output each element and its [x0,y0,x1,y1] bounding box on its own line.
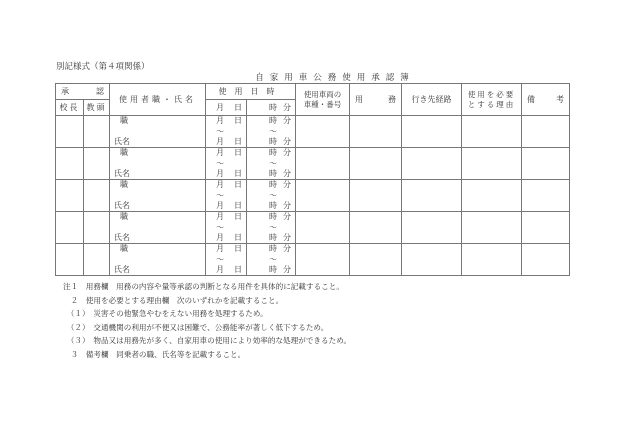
reason-cell[interactable] [462,212,522,244]
header-reason: 使用を必要 とする理由 [462,84,522,116]
business-cell[interactable] [350,148,402,180]
header-month-day: 月 日 [206,100,247,116]
remarks-cell[interactable] [522,244,570,276]
table-row [56,212,570,244]
remarks-cell[interactable] [522,148,570,180]
note-2: ２ 使用を必要とする理由欄 次のいずれかを記載すること。 [63,295,284,305]
header-remarks: 備 考 [522,84,570,116]
vehicle-cell[interactable] [296,148,350,180]
date-cell[interactable]: 月 日 〜 月 日 [206,212,247,244]
remarks-cell[interactable] [522,116,570,148]
header-destination: 行き先経路 [402,84,462,116]
remarks-cell[interactable] [522,180,570,212]
vice-principal-seal-cell[interactable] [84,148,110,180]
note-2-3: （３） 物品又は用務先が多く、自家用車の使用により効率的な処理ができるため。 [63,336,352,345]
user-cell[interactable]: 職 氏名 [110,244,206,276]
vehicle-cell[interactable] [296,116,350,148]
date-cell[interactable]: 月 日 〜 月 日 [206,148,247,180]
time-cell[interactable]: 時 分 〜 時 分 [247,244,296,276]
destination-cell[interactable] [402,116,462,148]
principal-seal-cell[interactable] [56,180,84,212]
notes-section [63,280,351,361]
destination-cell[interactable] [402,180,462,212]
vice-principal-seal-cell[interactable] [84,116,110,148]
note-2-2: （２） 交通機関の利用が不便又は困難で、公務能率が著しく低下するため。 [63,322,329,332]
vice-principal-seal-cell[interactable] [84,180,110,212]
header-user: 使用者職・氏名 [110,84,206,116]
date-cell[interactable]: 月 日 〜 月 日 [206,116,247,148]
vehicle-cell[interactable] [296,212,350,244]
date-cell[interactable]: 月 日 〜 月 日 [206,180,247,212]
table-row [56,148,570,180]
reason-cell[interactable] [462,180,522,212]
time-cell[interactable]: 時 分 〜 時 分 [247,212,296,244]
reason-cell[interactable] [462,148,522,180]
vice-principal-seal-cell[interactable] [84,212,110,244]
table-row [56,180,570,212]
header-principal: 校長 [56,100,84,116]
user-cell[interactable]: 職 氏名 [110,212,206,244]
approval-register-table [55,83,570,276]
note-2-1: （１） 災害その他緊急やむをえない用務を処理するため。 [63,309,268,318]
remarks-cell[interactable] [522,212,570,244]
time-cell[interactable]: 時 分 〜 時 分 [247,116,296,148]
business-cell[interactable] [350,244,402,276]
date-cell[interactable]: 月 日 〜 月 日 [206,244,247,276]
header-datetime: 使用日時 [206,84,296,100]
header-vice-principal: 教頭 [84,100,110,116]
vice-principal-seal-cell[interactable] [84,244,110,276]
header-hour-minute: 時 分 [247,100,296,116]
page-title: 自家用車公務使用承認簿 [255,73,415,83]
reason-cell[interactable] [462,244,522,276]
note-3: ３ 備考欄 同乗者の職、氏名等を記載すること。 [63,349,246,359]
user-cell[interactable]: 職 氏名 [110,180,206,212]
time-cell[interactable]: 時 分 〜 時 分 [247,148,296,180]
destination-cell[interactable] [402,244,462,276]
header-approval: 承 認 [56,84,110,100]
vehicle-cell[interactable] [296,244,350,276]
principal-seal-cell[interactable] [56,212,84,244]
user-cell[interactable]: 職 氏名 [110,148,206,180]
table-row [56,244,570,276]
principal-seal-cell[interactable] [56,148,84,180]
header-vehicle: 使用車両の 車種・番号 [296,84,350,116]
vehicle-cell[interactable] [296,180,350,212]
principal-seal-cell[interactable] [56,244,84,276]
table-row [56,116,570,148]
business-cell[interactable] [350,212,402,244]
destination-cell[interactable] [402,212,462,244]
time-cell[interactable]: 時 分 〜 時 分 [247,180,296,212]
form-caption: 別記様式（第４項関係） [56,62,150,72]
business-cell[interactable] [350,180,402,212]
user-cell[interactable]: 職 氏名 [110,116,206,148]
business-cell[interactable] [350,116,402,148]
header-business: 用 務 [350,84,402,116]
reason-cell[interactable] [462,116,522,148]
principal-seal-cell[interactable] [56,116,84,148]
note-1: 注１ 用務欄 用務の内容や量等承認の判断となる用件を具体的に記載すること。 [63,282,344,291]
destination-cell[interactable] [402,148,462,180]
